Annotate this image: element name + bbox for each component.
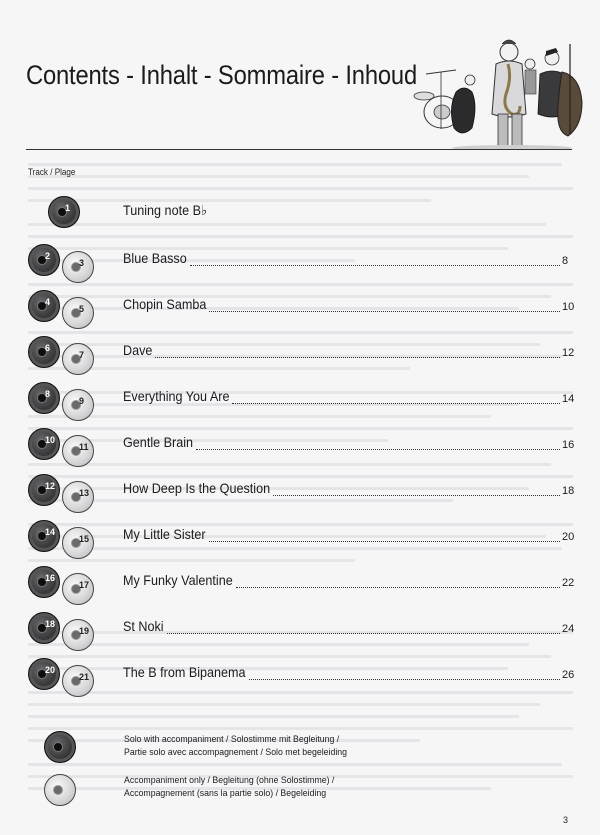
accompaniment-track-disc-icon (62, 389, 94, 421)
bleed-line (28, 559, 355, 562)
toc-entry (0, 518, 600, 558)
page-number-ref: 18 (562, 485, 575, 497)
dot-leader (155, 356, 560, 358)
song-title: Gentle Brain (123, 434, 194, 450)
jazz-band-illustration (412, 34, 592, 150)
song-title: How Deep Is the Question (123, 480, 271, 496)
solo-track-disc-icon (28, 658, 60, 690)
dot-leader (232, 402, 560, 404)
legend-solo-line-1: Solo with accompaniment / Solostimme mit Begleitung / (124, 734, 340, 745)
dot-leader (167, 632, 560, 634)
legend-accomp-text (124, 774, 334, 800)
bleed-line (28, 727, 573, 730)
song-title: St Noki (123, 618, 164, 634)
song-title: Blue Basso (123, 250, 187, 266)
solo-track-number: 2 (45, 251, 51, 261)
accompaniment-track-disc-icon (62, 435, 94, 467)
accompaniment-track-number: 21 (79, 672, 90, 682)
song-title: Dave (123, 342, 153, 358)
accompaniment-track-disc-icon (62, 573, 94, 605)
accompaniment-track-number: 15 (79, 534, 90, 544)
page-number-ref: 20 (562, 531, 575, 543)
toc-entry (0, 656, 600, 696)
dark-cd-icon (44, 731, 76, 763)
accompaniment-track-number: 3 (79, 258, 85, 268)
page-number-ref: 24 (562, 623, 575, 635)
solo-track-disc-icon (28, 612, 60, 644)
dot-leader (236, 586, 560, 588)
legend-solo-line-2: Partie solo avec accompagnement / Solo met begeleiding (124, 747, 348, 758)
accompaniment-track-disc-icon (62, 251, 94, 283)
song-title: Everything You Are (123, 388, 230, 404)
accompaniment-track-disc-icon (62, 619, 94, 651)
toc-entry (0, 242, 600, 282)
song-title: My Little Sister (123, 526, 206, 542)
solo-track-disc-icon (28, 290, 60, 322)
bleed-line (28, 763, 562, 766)
accompaniment-track-disc-icon (62, 481, 94, 513)
accompaniment-track-number: 5 (79, 304, 85, 314)
toc-entry (0, 564, 600, 604)
solo-track-disc-icon (28, 428, 60, 460)
bleed-line (28, 187, 573, 190)
song-title: Chopin Samba (123, 296, 207, 312)
solo-track-disc-icon (28, 244, 60, 276)
accompaniment-track-disc-icon (62, 343, 94, 375)
dot-leader (196, 448, 560, 450)
solo-track-number: 16 (45, 573, 56, 583)
accompaniment-track-number: 17 (79, 580, 90, 590)
song-title: The B from Bipanema (123, 664, 246, 680)
page-number-ref: 12 (562, 347, 575, 359)
bleed-line (28, 703, 540, 706)
accompaniment-track-disc-icon (62, 527, 94, 559)
solo-track-number: 14 (45, 527, 56, 537)
accompaniment-track-number: 7 (79, 350, 85, 360)
solo-track-number: 4 (45, 297, 51, 307)
bleed-line (28, 715, 519, 718)
accompaniment-track-number: 13 (79, 488, 90, 498)
accompaniment-track-disc-icon (62, 665, 94, 697)
solo-track-disc-icon (28, 474, 60, 506)
page-title: Contents - Inhalt - Sommaire - Inhoud (26, 60, 417, 90)
song-title: My Funky Valentine (123, 572, 233, 588)
toc-entry (0, 196, 600, 236)
accompaniment-track-number: 11 (79, 442, 89, 452)
toc-entry (0, 380, 600, 420)
dot-leader (209, 540, 560, 542)
legend-accomp-line-1: Accompaniment only / Begleitung (ohne Solostimme) / (124, 775, 335, 786)
page-number: 3 (563, 815, 569, 825)
bleed-line (28, 175, 529, 178)
solo-track-disc-icon (28, 382, 60, 414)
bleed-line (28, 283, 573, 286)
dot-leader (249, 678, 560, 680)
page-number-ref: 22 (562, 577, 575, 589)
legend-solo-text (124, 733, 347, 759)
solo-track-number: 8 (45, 389, 51, 399)
title-rule (26, 149, 572, 150)
page-number-ref: 26 (562, 669, 575, 681)
toc-entry (0, 334, 600, 374)
accompaniment-track-number: 9 (79, 396, 85, 406)
solo-track-disc-icon (28, 336, 60, 368)
toc-entry (0, 472, 600, 512)
solo-track-disc-icon (28, 520, 60, 552)
solo-track-number: 10 (45, 435, 56, 445)
solo-track-disc-icon (28, 566, 60, 598)
page-number-ref: 10 (562, 301, 575, 313)
solo-track-disc-icon (48, 196, 80, 228)
page-number-ref: 14 (562, 393, 575, 405)
dot-leader (209, 310, 560, 312)
song-title: Tuning note B♭ (123, 202, 207, 218)
solo-track-number: 12 (45, 481, 56, 491)
solo-track-number: 20 (45, 665, 56, 675)
page-number-ref: 16 (562, 439, 575, 451)
track-column-header: Track / Plage (28, 167, 76, 177)
toc-entry (0, 426, 600, 466)
bleed-line (28, 163, 562, 166)
dot-leader (190, 264, 560, 266)
toc-entry (0, 288, 600, 328)
light-cd-icon (44, 774, 76, 806)
page-number-ref: 8 (562, 255, 569, 267)
legend-accomp-line-2: Accompagnement (sans la partie solo) / Begeleiding (124, 788, 327, 799)
dot-leader (273, 494, 560, 496)
accompaniment-track-number: 19 (79, 626, 90, 636)
solo-track-number: 18 (45, 619, 56, 629)
solo-track-number: 1 (65, 203, 71, 213)
accompaniment-track-disc-icon (62, 297, 94, 329)
toc-entry (0, 610, 600, 650)
solo-track-number: 6 (45, 343, 51, 353)
